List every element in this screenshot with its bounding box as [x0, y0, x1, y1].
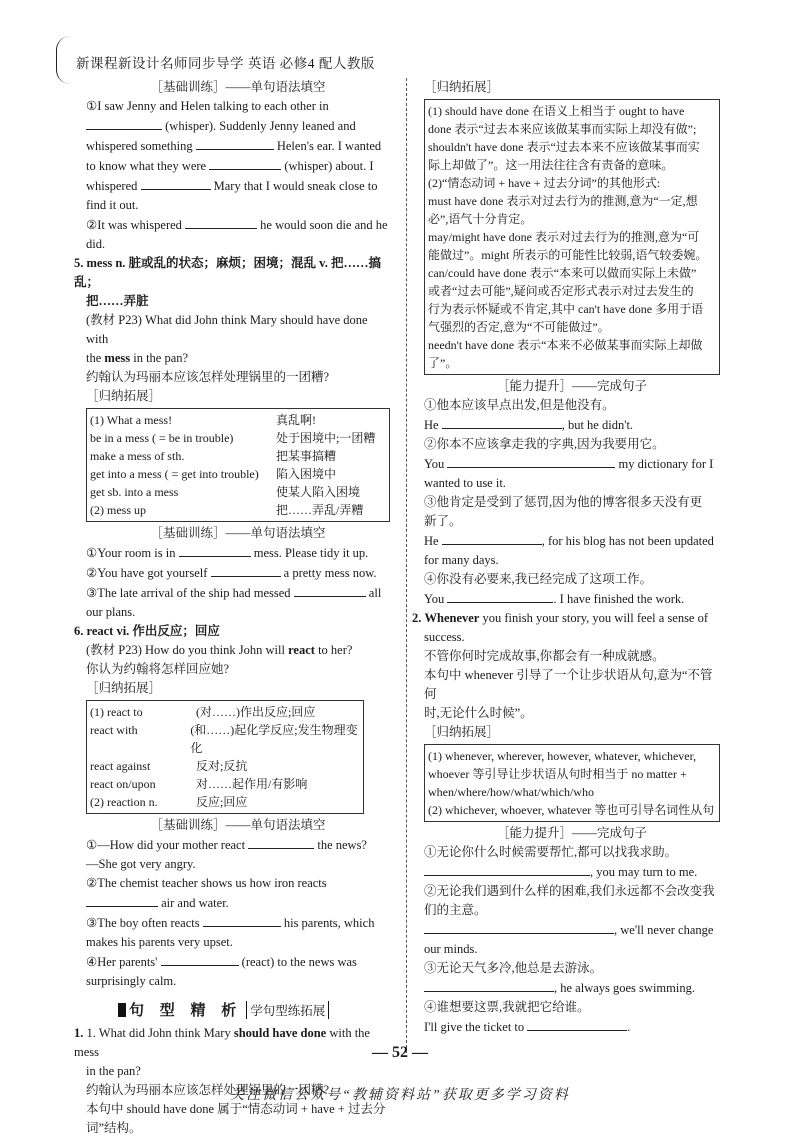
table-row: (2) reaction n. 反应;回应 — [90, 795, 248, 809]
exercise-line: (whisper). Suddenly Jenny leaned and — [86, 116, 390, 136]
sentence-item: 1. 1. What did John think Mary should have done with the mess — [74, 1026, 370, 1059]
exercise-line: ②It was whispered he would soon die and he — [86, 215, 390, 235]
exercise-line: He , for his blog has not been updated — [424, 531, 720, 551]
table-row: make a mess of sth. 把某事搞糟 — [90, 449, 337, 463]
left-column — [74, 78, 390, 1138]
exercise-line: ④Her parents' (react) to the news was — [86, 952, 390, 972]
exercise-line: air and water. — [86, 893, 390, 913]
exercise-line: ①他本应该早点出发,但是他没有。 — [424, 398, 615, 412]
header-title: 新课程新设计名师同步导学 英语 必修4 配人教版 — [76, 56, 375, 71]
summary-label: ［归纳拓展］ — [424, 80, 500, 94]
section-title-basic: ［基础训练］——单句语法填空 — [150, 526, 326, 540]
translation: 约翰认为玛丽本应该怎样处理锅里的一团糟? — [86, 1083, 330, 1097]
exercise-line: find it out. — [86, 198, 139, 212]
exercise-line: our plans. — [86, 605, 136, 619]
sentence-item: success. — [424, 630, 465, 644]
note: 时,无论什么时候”。 — [424, 706, 533, 720]
note: 本句中 should have done 属于“情态动词 + have + 过去分 — [86, 1102, 386, 1116]
page-header — [62, 40, 742, 80]
exercise-line: our minds. — [424, 942, 478, 956]
section-title-basic: ［基础训练］——单句语法填空 — [150, 80, 326, 94]
word-heading-cont: 把……弄脏 — [86, 294, 149, 308]
exercise-line: ②你本不应该拿走我的字典,因为我要用它。 — [424, 437, 665, 451]
exercise-line: ③The late arrival of the ship had messed all — [86, 583, 390, 603]
header-bracket — [56, 36, 71, 84]
exercise-line: whispered Mary that I would sneak close to — [86, 176, 390, 196]
translation: 你认为约翰将怎样回应她? — [86, 662, 230, 676]
exercise-line: ②You have got yourself a pretty mess now. — [86, 563, 390, 583]
sentence-analysis-title: 句 型 精 析 学句型练拓展 — [118, 999, 390, 1020]
exercise-line: I'll give the ticket to . — [424, 1017, 720, 1037]
exercise-line: makes his parents very upset. — [86, 935, 233, 949]
page-number: — 52 — — [372, 1044, 428, 1061]
exercise-line: You . I have finished the work. — [424, 589, 720, 609]
right-column — [412, 78, 720, 1037]
exercise-line: 们的主意。 — [424, 903, 487, 917]
section-title-basic: ［基础训练］——单句语法填空 — [150, 818, 326, 832]
translation: 不管你何时完成故事,你都会有一种成就感。 — [424, 649, 665, 663]
table-row: react on/upon 对……起作用/有影响 — [90, 777, 308, 791]
modal-perfect-box: (1) should have done 在语义上相当于 ought to have done 表示“过去本来应该做某事而实际上却没有做”; shouldn't have done 表示“过去本来不应该做某事而实 际上却做了”。这一用法往往含有责备的意味。 (2)“情态动词 + have + 过去分词”的其他形式: must have done 表示对过去行为的推测,意为“一定,想 必”,语气十分肯定。 may/might have done 表示对过去行为的推测,意为“可 能做过”。might 所表示的可能性比较弱,语气较委婉。 can/could have done 表示“本来可以做而实际上未做” 或者“过去可能”,疑问或否定形式表示对过去发生的 行为表示怀疑或不肯定,其中 can't have done 多用于语 气强烈的否定,意为“不可能做过”。 needn't have done 表示“本来不必做某事而实际上却做了”。 — [424, 99, 720, 375]
exercise-line: ③无论天气多冷,他总是去游泳。 — [424, 961, 603, 975]
textbook-example: (教材 P23) What did John think Mary should have done with — [86, 313, 368, 346]
exercise-line: ②The chemist teacher shows us how iron reacts — [86, 876, 327, 890]
summary-label: ［归纳拓展］ — [86, 681, 162, 695]
summary-label: ［归纳拓展］ — [86, 389, 162, 403]
exercise-line: ③他肯定是受到了惩罚,因为他的博客很多天没有更 — [424, 495, 703, 509]
textbook-example: the mess in the pan? — [86, 351, 189, 365]
exercise-line: ①无论你什么时候需要帮忙,都可以找我求助。 — [424, 845, 678, 859]
table-row: (1) What a mess! 真乱啊! — [90, 413, 316, 427]
exercise-line: , you may turn to me. — [424, 862, 720, 882]
summary-label: ［归纳拓展］ — [424, 725, 500, 739]
react-phrase-table — [86, 700, 364, 814]
exercise-line: He , but he didn't. — [424, 415, 720, 435]
whenever-box: (1) whenever, wherever, however, whatever, whichever, whoever 等引导让步状语从句时相当于 no matter + when/where/how/what/which/who (2) whichever, whoever, whatever 等也可引导名词性从句 — [424, 744, 720, 822]
note: 本句中 whenever 引导了一个让步状语从句,意为“不管何 — [424, 668, 713, 701]
title-marker — [118, 1003, 126, 1017]
exercise-line: surprisingly calm. — [86, 974, 177, 988]
exercise-line: wanted to use it. — [424, 476, 506, 490]
mess-phrase-table — [86, 408, 390, 522]
exercise-line: —She got very angry. — [86, 857, 196, 871]
exercise-line: ④你没有必要来,我已经完成了这项工作。 — [424, 572, 653, 586]
table-row: get into a mess ( = get into trouble) 陷入困境中 — [90, 467, 337, 481]
exercise-line: , he always goes swimming. — [424, 978, 720, 998]
sentence-item: 2. Whenever you finish your story, you will feel a sense of — [412, 611, 709, 625]
exercise-line: ④谁想要这票,我就把它给谁。 — [424, 1000, 590, 1014]
exercise-line: ①—How did your mother react the news? — [86, 835, 390, 855]
table-row: (1) react to (对……)作出反应;回应 — [90, 705, 316, 719]
footer-note: 关注微信公众号“教辅资料站”获取更多学习资料 — [230, 1088, 570, 1103]
table-row: be in a mess ( = be in trouble) 处于困境中;一团糟 — [90, 431, 376, 445]
exercise-line: for many days. — [424, 553, 499, 567]
table-row: react with (和……)起化学反应;发生物理变化 — [90, 723, 358, 755]
section-title-ability: ［能力提升］——完成句子 — [496, 379, 647, 393]
exercise-line: did. — [86, 237, 106, 251]
word-heading: 6. react vi. 作出反应；回应 — [74, 624, 220, 638]
exercise-line: ②无论我们遇到什么样的困难,我们永远都不会改变我 — [424, 884, 715, 898]
word-heading: 5. mess n. 脏或乱的状态；麻烦；困境；混乱 v. 把……搞乱； — [74, 256, 381, 289]
table-row: react against 反对;反抗 — [90, 759, 248, 773]
section-title-ability: ［能力提升］——完成句子 — [496, 826, 647, 840]
exercise-line: to know what they were (whisper) about. I — [86, 156, 390, 176]
textbook-example: (教材 P23) How do you think John will react to her? — [86, 643, 353, 657]
exercise-line: 新了。 — [424, 514, 462, 528]
table-row: get sb. into a mess 使某人陷入困境 — [90, 485, 361, 499]
table-row: (2) mess up 把……弄乱/弄糟 — [90, 503, 364, 517]
exercise-line: whispered something Helen's ear. I wanted — [86, 136, 390, 156]
translation: 约翰认为玛丽本应该怎样处理锅里的一团糟? — [86, 370, 330, 384]
note: 词”结构。 — [86, 1121, 142, 1135]
column-divider — [406, 78, 407, 1053]
exercise-line: , we'll never change — [424, 920, 720, 940]
exercise-line: You my dictionary for I — [424, 454, 720, 474]
sentence-item: in the pan? — [86, 1064, 141, 1078]
exercise-line: ③The boy often reacts his parents, which — [86, 913, 390, 933]
exercise-line: ①I saw Jenny and Helen talking to each other in — [86, 99, 329, 113]
exercise-line: ①Your room is in mess. Please tidy it up. — [86, 543, 390, 563]
